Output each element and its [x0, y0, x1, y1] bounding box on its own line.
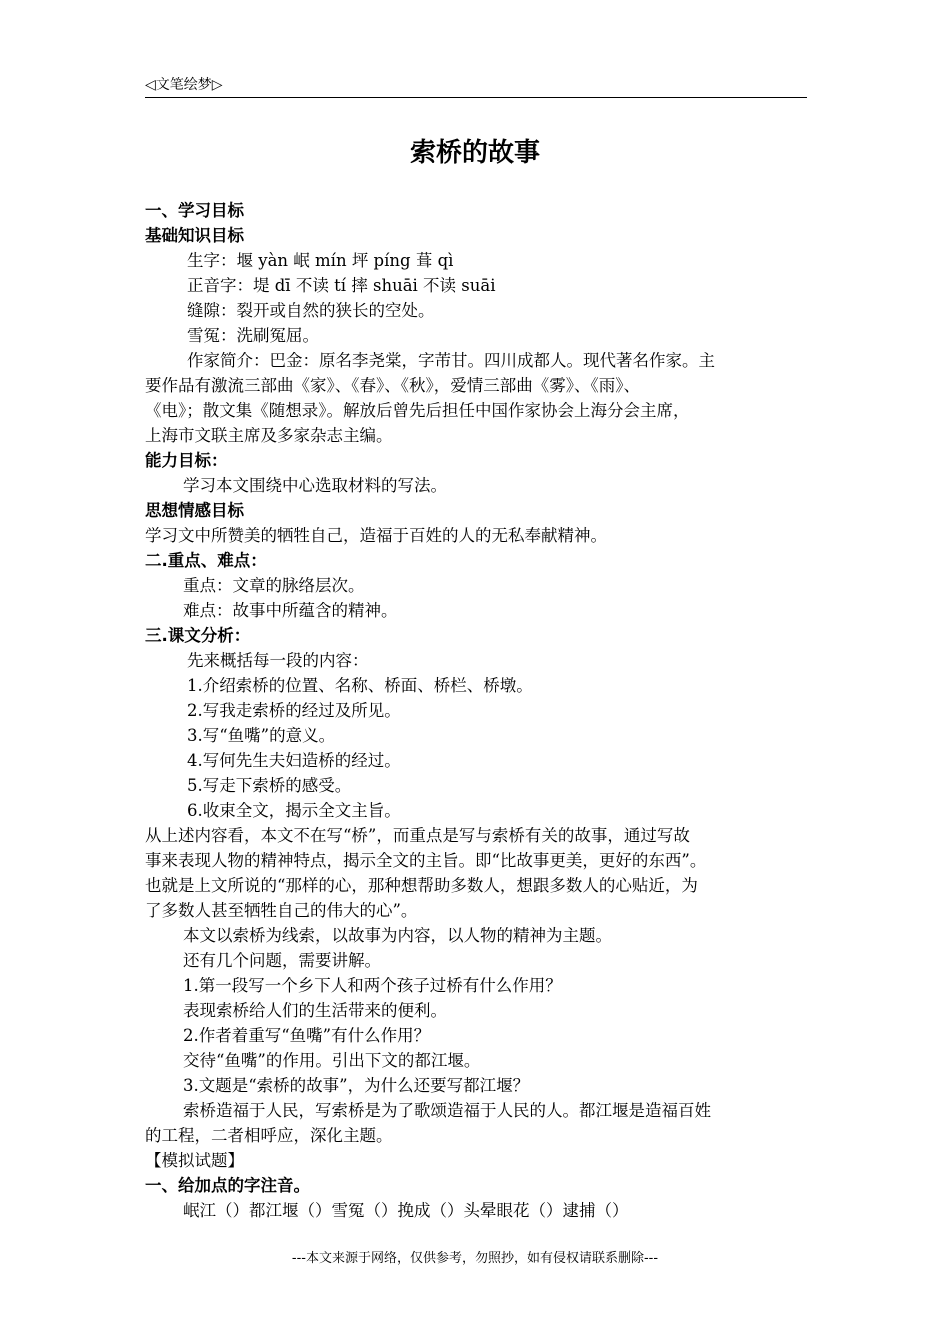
- text-line: 6.收束全文，揭示全文主旨。: [187, 801, 401, 820]
- text-line: 学习本文围绕中心选取材料的写法。: [183, 476, 447, 495]
- text-line: 还有几个问题，需要讲解。: [183, 951, 381, 970]
- text-line: 5.写走下索桥的感受。: [187, 776, 352, 795]
- text-line: 生字：堰 yàn 岷 mín 坪 píng 葺 qì: [187, 251, 454, 270]
- text-line: 的工程，二者相呼应，深化主题。: [145, 1126, 393, 1145]
- footer-note: ---本文来源于网络，仅供参考，勿照抄，如有侵权请联系删除---: [291, 1251, 659, 1266]
- text-line: 雪冤：洗刷冤屈。: [187, 326, 319, 345]
- text-line: 1.介绍索桥的位置、名称、桥面、桥栏、桥墩。: [187, 676, 533, 695]
- text-line: 4.写何先生夫妇造桥的经过。: [187, 751, 401, 770]
- text-line: 缝隙：裂开或自然的狭长的空处。: [187, 301, 435, 320]
- text-line: 正音字：堤 dī 不读 tí 摔 shuāi 不读 suāi: [187, 276, 496, 295]
- text-line: 岷江（）都江堰（）雪冤（）挽成（）头晕眼花（）逮捕（）: [183, 1201, 629, 1220]
- text-line: 3.文题是“索桥的故事”，为什么还要写都江堰？: [183, 1076, 530, 1095]
- document-title: 索桥的故事: [409, 138, 540, 168]
- text-line: 交待“鱼嘴”的作用。引出下文的都江堰。: [183, 1051, 481, 1070]
- section-heading: 思想情感目标: [145, 501, 244, 520]
- section-heading: 能力目标：: [145, 451, 228, 470]
- text-line: 先来概括每一段的内容：: [187, 651, 369, 670]
- section-heading: 二.重点、难点：: [145, 551, 267, 570]
- text-line: 也就是上文所说的“那样的心，那种想帮助多数人，想跟多数人的心贴近，为: [145, 876, 698, 895]
- section-heading: 三.课文分析：: [145, 626, 251, 645]
- document-body: [145, 198, 817, 1223]
- text-line: 2.作者着重写“鱼嘴”有什么作用？: [183, 1026, 431, 1045]
- section-heading: 基础知识目标: [145, 226, 244, 245]
- text-line: 【模拟试题】: [145, 1151, 244, 1170]
- text-line: 难点：故事中所蕴含的精神。: [183, 601, 398, 620]
- text-line: 本文以索桥为线索，以故事为内容，以人物的精神为主题。: [183, 926, 612, 945]
- text-line: 表现索桥给人们的生活带来的便利。: [183, 1001, 447, 1020]
- text-line: 上海市文联主席及多家杂志主编。: [145, 426, 393, 445]
- text-line: 《电》；散文集《随想录》。解放后曾先后担任中国作家协会上海分会主席，: [145, 401, 690, 420]
- text-line: 从上述内容看，本文不在写“桥”，而重点是写与索桥有关的故事，通过写故: [145, 826, 690, 845]
- text-line: 要作品有激流三部曲《家》、《春》、《秋》，爱情三部曲《雾》、《雨》、: [145, 376, 640, 395]
- header-rule: [145, 97, 807, 98]
- text-line: 作家简介：巴金：原名李尧棠，字芾甘。四川成都人。现代著名作家。主: [187, 351, 715, 370]
- text-line: 了多数人甚至牺牲自己的伟大的心”。: [145, 901, 418, 920]
- section-heading: 一、学习目标: [145, 201, 244, 220]
- text-line: 2.写我走索桥的经过及所见。: [187, 701, 401, 720]
- section-heading: 一、给加点的字注音。: [145, 1176, 310, 1195]
- text-line: 3.写“鱼嘴”的意义。: [187, 726, 336, 745]
- text-line: 重点：文章的脉络层次。: [183, 576, 365, 595]
- header-label: ◁文笔绘梦▷: [145, 77, 223, 93]
- text-line: 学习文中所赞美的牺牲自己，造福于百姓的人的无私奉献精神。: [145, 526, 607, 545]
- text-line: 索桥造福于人民，写索桥是为了歌颂造福于人民的人。都江堰是造福百姓: [183, 1101, 711, 1120]
- text-line: 事来表现人物的精神特点，揭示全文的主旨。即“比故事更美，更好的东西”。: [145, 851, 707, 870]
- text-line: 1.第一段写一个乡下人和两个孩子过桥有什么作用？: [183, 976, 562, 995]
